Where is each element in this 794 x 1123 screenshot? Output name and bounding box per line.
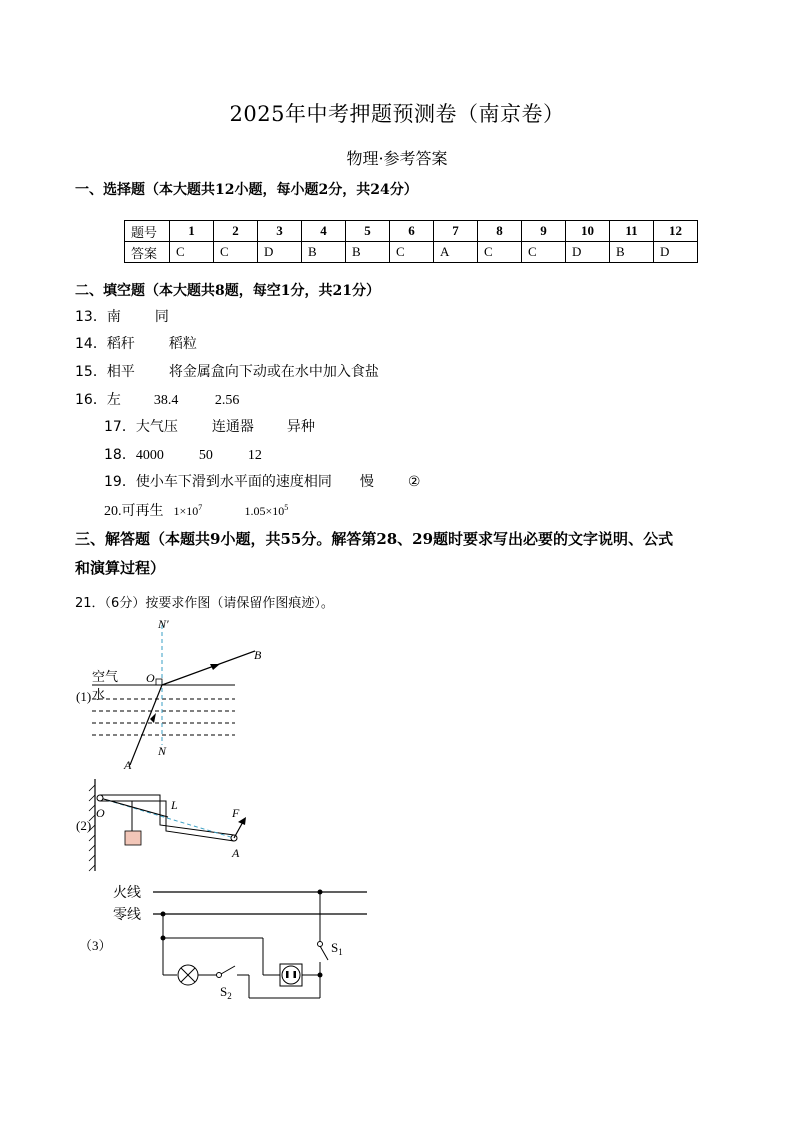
s2-text: S [220,984,228,999]
answer-text: 南 [106,309,121,325]
answer-table [124,220,698,263]
answer-text: 同 [154,309,169,325]
table-cell: 9 [522,221,566,242]
question-21: 21．（6分）按要求作图（请保留作图痕迹）。 [75,596,334,611]
circuit-diagram [75,880,375,1010]
answer-text: 左 [106,392,121,408]
table-cell: 4 [302,221,346,242]
o-label: O [146,671,155,685]
table-cell: 8 [478,221,522,242]
question-number: 18． [104,447,136,463]
refraction-diagram [70,615,310,775]
live-wire-label: 火线 [113,886,141,901]
answer-line-20 [104,500,288,520]
table-header-cell: 题号 [125,221,170,242]
answer-text: 慢 [359,474,374,490]
question-number: 14． [75,336,107,352]
question-number: 15． [75,364,107,380]
answer-text: 使小车下滑到水平面的速度相同 [135,474,332,490]
figure-label: （3） [79,938,112,953]
answer-exponent: 7 [198,503,203,512]
answer-text: 将金属盒向下动或在水中加入食盐 [168,364,379,380]
answer-text: 4000 [135,448,164,463]
table-cell: A [434,242,478,263]
answer-text: 50 [198,448,213,463]
answer-text: 2.56 [214,393,240,408]
figure-label: (1) [76,689,92,704]
answer-text: 1.05×10 [244,504,285,518]
s2-label [220,984,232,1001]
water-label: 水 [92,687,106,702]
refracted-ray [162,651,255,685]
answer-text: 12 [247,448,262,463]
table-cell: 5 [346,221,390,242]
answer-text: 1×10 [173,504,199,518]
section2-heading: 二、填空题（本大题共8题，每空1分，共21分） [75,283,380,299]
table-cell: C [170,242,214,263]
table-cell: C [522,242,566,263]
answer-text: ② [407,474,421,490]
table-cell: 10 [566,221,610,242]
table-cell: 11 [610,221,654,242]
switch-s2 [221,966,235,974]
answer-text: 可再生 [121,503,164,519]
table-cell: C [478,242,522,263]
page-subtitle: 物理·参考答案 [346,149,448,168]
s1-subscript: 1 [338,947,343,957]
answer-text: 异种 [286,419,315,435]
table-cell: D [258,242,302,263]
s1-text: S [331,940,339,955]
s2-subscript: 2 [227,991,232,1001]
table-cell: C [390,242,434,263]
page-title: 2025年中考押题预测卷（南京卷） [229,102,565,126]
o-label: O [96,806,105,820]
answer-text: 稻秆 [106,336,135,352]
table-cell: D [566,242,610,263]
question-number: 13． [75,309,107,325]
figure-label: (2) [76,818,92,833]
answer-line-14 [75,333,197,353]
n-prime-label: N′ [158,617,169,631]
answer-line-13 [75,306,169,326]
table-cell: 12 [654,221,698,242]
table-cell: C [214,242,258,263]
section1-heading: 一、选择题（本大题共12小题，每小题2分，共24分） [75,182,418,198]
answer-text: 连通器 [211,419,254,435]
answer-text: 稻粒 [168,336,197,352]
section3-heading-line1: 三、解答题（本题共9小题，共55分。解答第28、29题时要求写出必要的文字说明、公式 [75,530,674,548]
weight-block [125,831,141,845]
table-cell: 6 [390,221,434,242]
table-cell: B [302,242,346,263]
answer-text: 38.4 [153,393,179,408]
lever-diagram [70,775,270,875]
answer-line-18 [104,444,262,464]
a-label: A [232,846,240,860]
answer-line-16 [75,389,239,409]
question-number: 16． [75,392,107,408]
table-cell: 3 [258,221,302,242]
l-label: L [171,798,178,812]
question-number: 19． [104,474,136,490]
neutral-wire-label: 零线 [113,908,141,923]
b-label: B [254,648,262,662]
question-number: 17． [104,419,136,435]
n-label: N [158,744,167,758]
a-label: A [124,758,132,772]
table-cell: 2 [214,221,258,242]
table-cell: 7 [434,221,478,242]
table-row-answers [125,242,698,263]
table-cell: B [610,242,654,263]
table-cell: D [654,242,698,263]
question-number: 20. [104,504,122,519]
answer-exponent: 5 [284,503,289,512]
table-cell: B [346,242,390,263]
table-cell: 1 [170,221,214,242]
answer-text: 相平 [106,364,135,380]
s1-label [331,940,343,957]
section3-heading-line2: 和演算过程） [75,559,166,577]
table-header-cell: 答案 [125,242,170,263]
table-row-numbers [125,221,698,242]
answer-line-15 [75,361,379,381]
f-label: F [232,806,240,820]
air-label: 空气 [92,669,119,684]
answer-line-19 [104,471,420,491]
answer-line-17 [104,416,315,436]
answer-text: 大气压 [135,419,178,435]
